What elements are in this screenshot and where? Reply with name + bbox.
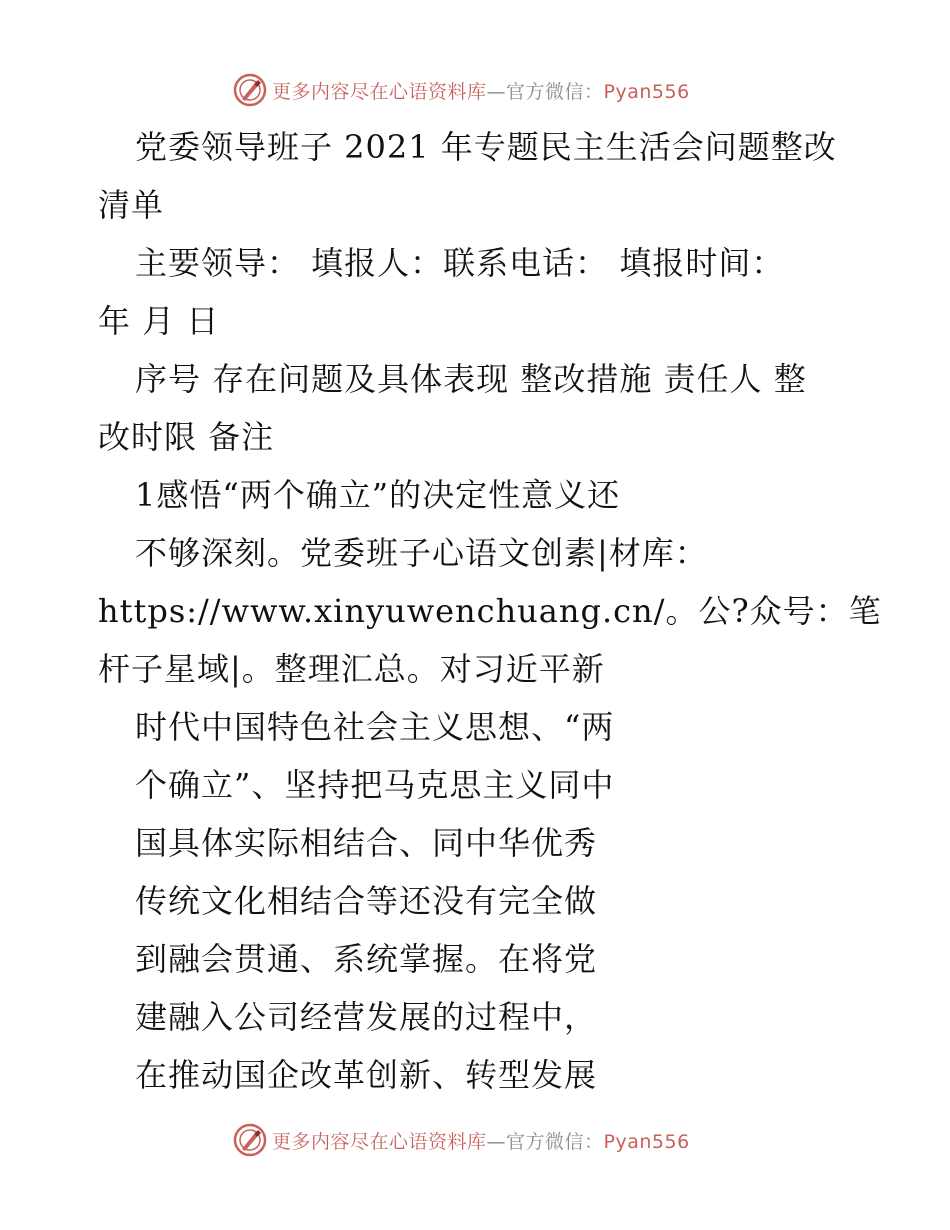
watermark-text <box>272 77 690 104</box>
text-line: 国具体实际相结合、同中华优秀 <box>135 824 598 862</box>
watermark-dash: — <box>486 80 507 103</box>
text-line: 年 月 日 <box>98 302 220 340</box>
text-line: https://www.xinyuwenchuang.cn/。公?众号：笔 <box>98 592 882 630</box>
watermark-text <box>272 1127 690 1154</box>
watermark-dash: — <box>486 1130 507 1153</box>
footer-watermark <box>232 1120 690 1160</box>
header-watermark <box>232 70 690 110</box>
text-line: 1感悟“两个确立”的决定性意义还 <box>135 476 621 514</box>
text-line: 清单 <box>98 186 165 224</box>
watermark-wechat-label: 官方微信： <box>506 80 604 103</box>
watermark-wechat-id: Pyan556 <box>603 1130 690 1153</box>
text-line: 不够深刻。党委班子心语文创素|材库： <box>135 534 708 572</box>
text-line: 杆子星域|。整理汇总。对习近平新 <box>98 650 605 688</box>
text-line: 改时限 备注 <box>98 418 275 456</box>
watermark-main: 更多内容尽在心语资料库 <box>272 80 487 103</box>
watermark-main: 更多内容尽在心语资料库 <box>272 1130 487 1153</box>
document-body <box>98 118 882 1104</box>
watermark-wechat-label: 官方微信： <box>506 1130 604 1153</box>
watermark-wechat-id: Pyan556 <box>603 80 690 103</box>
text-line: 主要领导： 填报人：联系电话： 填报时间： <box>135 244 785 282</box>
text-line: 传统文化相结合等还没有完全做 <box>135 882 598 920</box>
text-line: 建融入公司经营发展的过程中， <box>135 998 598 1036</box>
text-line: 党委领导班子 2021 年专题民主生活会问题整改 <box>135 128 837 166</box>
text-line: 在推动国企改革创新、转型发展 <box>135 1056 598 1094</box>
text-line: 序号 存在问题及具体表现 整改措施 责任人 整 <box>135 360 807 398</box>
text-line: 时代中国特色社会主义思想、“两 <box>135 708 615 746</box>
text-line: 个确立”、坚持把马克思主义同中 <box>135 766 615 804</box>
text-line: 到融会贯通、系统掌握。在将党 <box>135 940 598 978</box>
pen-logo-icon <box>232 1122 268 1158</box>
pen-logo-icon <box>232 72 268 108</box>
